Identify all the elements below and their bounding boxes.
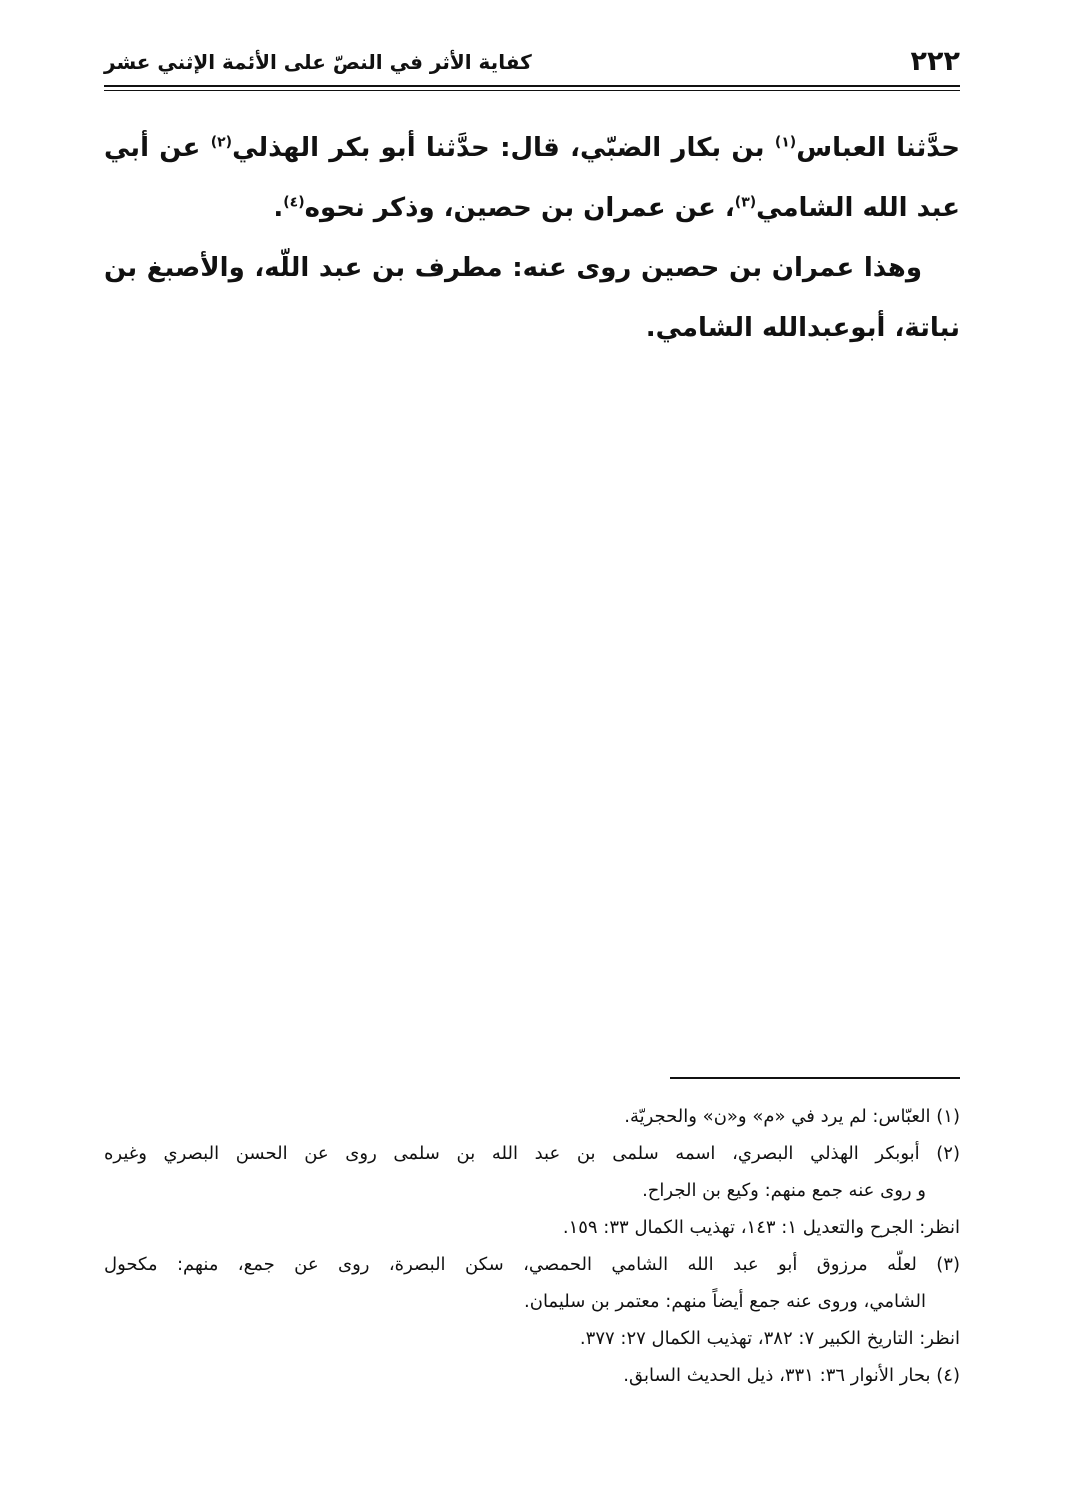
page-number: ٢٢٢ bbox=[910, 46, 960, 77]
text-run: حدَّثنا العباس bbox=[796, 133, 960, 163]
text-run: . bbox=[273, 193, 284, 223]
footnote-ref-2[interactable]: (٢) bbox=[210, 134, 233, 151]
text-run: بن بكار الضبّي، قال: حدَّثنا أبو بكر الهذلي bbox=[232, 133, 775, 163]
footnote-3-reference: انظر: التاريخ الكبير ٧: ٣٨٢، تهذيب الكمال ٢٧: ٣٧٧. bbox=[579, 1328, 960, 1349]
text-run: عن أبي عبد الله الشامي bbox=[104, 133, 960, 223]
paragraph-narrators: وهذا عمران بن حصين روى عنه: مطرف بن عبد اللّه، والأصبغ بن نباتة، أبوعبدالله الشامي. bbox=[104, 253, 960, 343]
footnote-separator bbox=[670, 1077, 960, 1079]
running-header bbox=[104, 42, 960, 82]
footnote-3: (٣) لعلّه مرزوق أبو عبد الله الشامي الحمصي، سكن البصرة، روى عن جمع، منهم: مكحول bbox=[104, 1254, 960, 1275]
running-title: كفاية الأثر في النصّ على الأئمة الإثني عشر bbox=[104, 50, 532, 74]
footnote-ref-4[interactable]: (٤) bbox=[283, 194, 305, 211]
footnote-ref-3[interactable]: (٣) bbox=[734, 194, 757, 211]
footnotes bbox=[104, 1098, 960, 1394]
footnote-4: (٤) بحار الأنوار ٣٦: ٣٣١، ذيل الحديث السابق. bbox=[623, 1365, 960, 1386]
footnote-2-continuation: و روى عنه جمع منهم: وكيع بن الجراح. bbox=[642, 1180, 926, 1201]
footnote-1: (١) العبّاس: لم يرد في «م» و«ن» والحجريّة. bbox=[624, 1106, 960, 1127]
footnote-ref-1[interactable]: (١) bbox=[774, 134, 797, 151]
footnote-3-continuation: الشامي، وروى عنه جمع أيضاً منهم: معتمر بن سليمان. bbox=[524, 1291, 926, 1312]
header-rule-thick bbox=[104, 85, 960, 87]
main-text bbox=[104, 118, 960, 358]
footnote-2-reference: انظر: الجرح والتعديل ١: ١٤٣، تهذيب الكمال ٣٣: ١٥٩. bbox=[562, 1217, 960, 1238]
text-run: ، عن عمران بن حصين، وذكر نحوه bbox=[304, 193, 735, 223]
paragraph-chain bbox=[104, 118, 960, 238]
footnote-2: (٢) أبوبكر الهذلي البصري، اسمه سلمى بن عبد الله بن سلمى روى عن الحسن البصري وغيره bbox=[104, 1143, 960, 1164]
header-rule-thin bbox=[104, 90, 960, 91]
